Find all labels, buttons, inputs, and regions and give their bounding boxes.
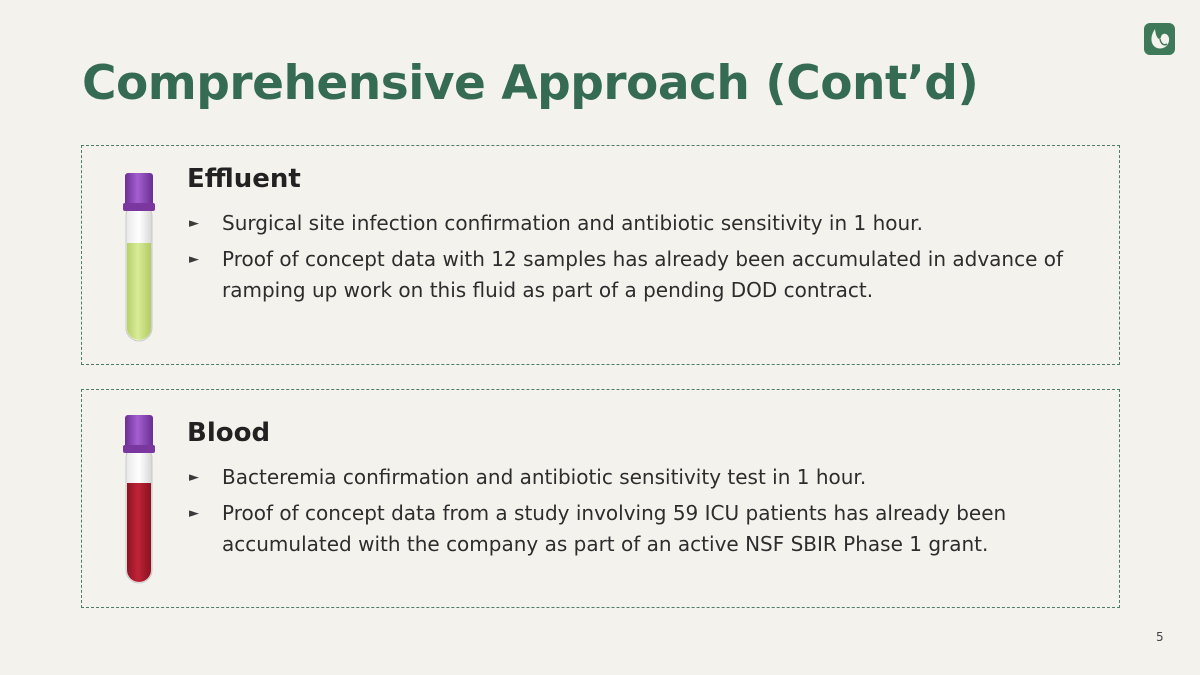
effluent-bullet-list xyxy=(189,208,1109,311)
bullet-text: Surgical site infection confirmation and antibiotic sensitivity in 1 hour. xyxy=(222,211,923,235)
logo-icon xyxy=(1144,23,1175,55)
bullet-arrow-icon: ► xyxy=(189,216,199,231)
bullet-item xyxy=(189,498,1109,560)
bullet-text: Bacteremia confirmation and antibiotic sensitivity test in 1 hour. xyxy=(222,465,867,489)
bullet-text: Proof of concept data from a study involving 59 ICU patients has already been accumulated with the company as part of an active NSF SBIR Phase 1 grant. xyxy=(222,501,1007,556)
bullet-item xyxy=(189,208,1109,239)
bullet-item xyxy=(189,244,1109,306)
bullet-item xyxy=(189,462,1109,493)
bullet-arrow-icon: ► xyxy=(189,252,199,267)
page-number: 5 xyxy=(1156,630,1164,644)
effluent-test-tube-icon xyxy=(122,173,156,343)
page-title: Comprehensive Approach (Cont’d) xyxy=(82,56,979,111)
blood-bullet-list xyxy=(189,462,1109,565)
blood-test-tube-icon xyxy=(122,415,156,585)
blood-card xyxy=(81,389,1120,608)
bullet-arrow-icon: ► xyxy=(189,506,199,521)
effluent-card xyxy=(81,145,1120,365)
bullet-text: Proof of concept data with 12 samples has already been accumulated in advance of ramping up work on this fluid as part of a pending DOD contract. xyxy=(222,247,1064,302)
section-heading-blood: Blood xyxy=(187,418,271,448)
section-heading-effluent: Effluent xyxy=(187,164,301,194)
bullet-arrow-icon: ► xyxy=(189,470,199,485)
